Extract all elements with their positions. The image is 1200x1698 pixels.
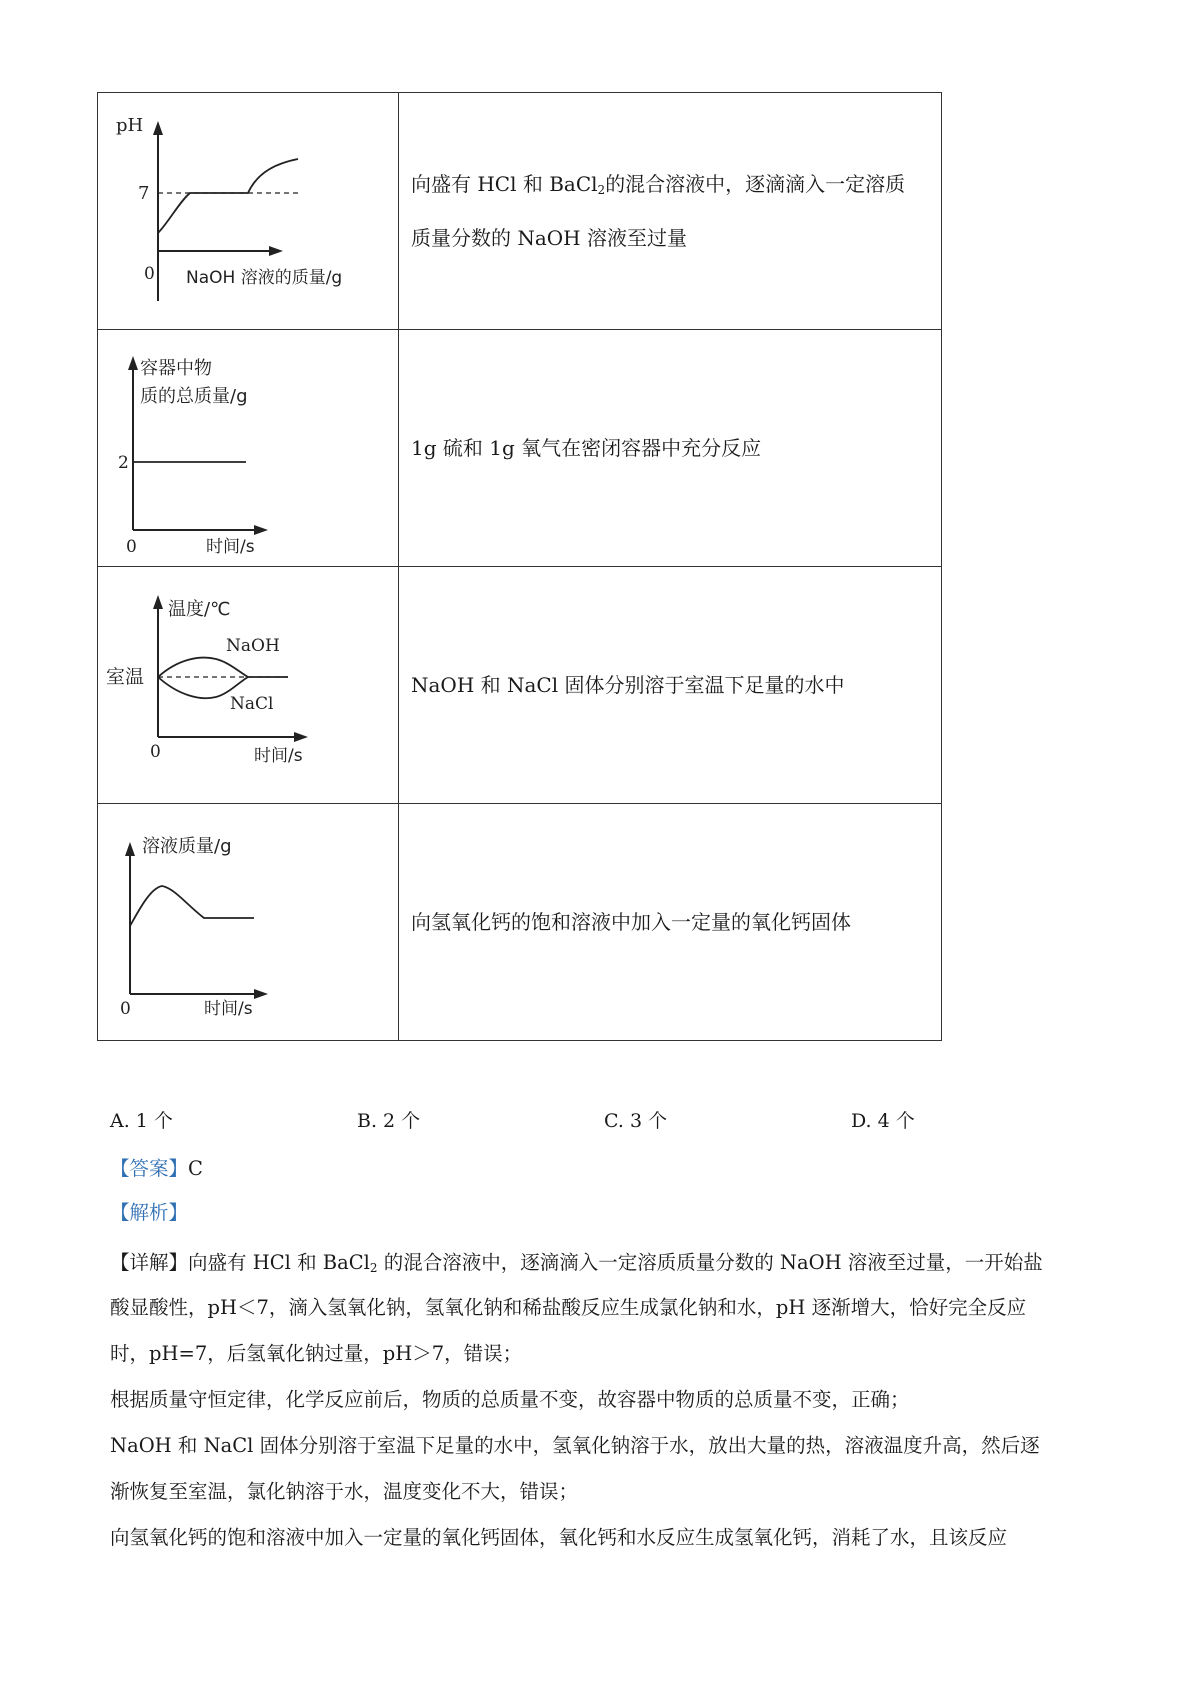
y-axis-label: 温度/℃ bbox=[168, 599, 231, 620]
temperature-graph bbox=[98, 567, 398, 803]
y-axis-label-1: 容器中物 bbox=[140, 358, 212, 379]
answer-tag: 【答案】 bbox=[110, 1157, 189, 1180]
description-cell: 1g 硫和 1g 氧气在密闭容器中充分反应 bbox=[399, 330, 942, 567]
y-axis-label-2: 质的总质量/g bbox=[140, 386, 248, 407]
series-label-naoh: NaOH bbox=[226, 636, 280, 656]
option-a: A. 1 个 bbox=[110, 1110, 173, 1132]
option-c: C. 3 个 bbox=[604, 1110, 668, 1132]
origin-label: 0 bbox=[126, 537, 137, 557]
y-axis-label: pH bbox=[116, 115, 144, 136]
question-table bbox=[97, 92, 942, 1041]
answer-line bbox=[110, 1153, 203, 1181]
origin-label: 0 bbox=[120, 999, 131, 1019]
analysis-tag: 【解析】 bbox=[110, 1201, 189, 1224]
graph-cell bbox=[98, 93, 399, 330]
answer-value: C bbox=[188, 1157, 203, 1180]
y-tick-label: 室温 bbox=[106, 666, 145, 688]
detail-line-5: NaOH 和 NaCl 固体分别溶于室温下足量的水中，氢氧化钠溶于水，放出大量的热，溶液温度升高，然后逐 bbox=[110, 1434, 1040, 1457]
detail-line-4: 根据质量守恒定律，化学反应前后，物质的总质量不变，故容器中物质的总质量不变，正确； bbox=[110, 1388, 910, 1411]
graph-cell bbox=[98, 330, 399, 567]
x-axis-label: 时间/s bbox=[204, 999, 253, 1019]
x-axis-label: NaOH 溶液的质量/g bbox=[186, 268, 343, 288]
description-line-2: 质量分数的 NaOH 溶液至过量 bbox=[411, 226, 687, 250]
table-row bbox=[98, 93, 942, 330]
solution-mass-graph bbox=[98, 804, 398, 1040]
option-b: B. 2 个 bbox=[357, 1110, 421, 1132]
series-label-nacl: NaCl bbox=[230, 694, 274, 714]
x-axis-label: 时间/s bbox=[206, 537, 255, 557]
detail-line-3: 时，pH=7，后氢氧化钠过量，pH＞7，错误； bbox=[110, 1342, 523, 1365]
origin-label: 0 bbox=[144, 264, 155, 284]
x-axis-label: 时间/s bbox=[254, 746, 303, 766]
detail-line-2: 酸显酸性，pH＜7，滴入氢氧化钠，氢氧化钠和稀盐酸反应生成氯化钠和水，pH 逐渐增大，恰好完全反应 bbox=[110, 1296, 1027, 1319]
table-row bbox=[98, 804, 942, 1041]
table-row bbox=[98, 330, 942, 567]
detail-line-6: 渐恢复至室温，氯化钠溶于水，温度变化不大，错误； bbox=[110, 1480, 579, 1503]
y-tick-label: 2 bbox=[118, 453, 129, 473]
option-d: D. 4 个 bbox=[851, 1110, 915, 1132]
description-cell: NaOH 和 NaCl 固体分别溶于室温下足量的水中 bbox=[399, 567, 942, 804]
detail-line-1: 【详解】向盛有 HCl 和 BaCl$_2$ 的混合溶液中，逐滴滴入一定溶质质量分数的 NaOH 溶液至过量，一开始盐 bbox=[110, 1251, 1043, 1275]
description-cell bbox=[399, 93, 942, 330]
table-row bbox=[98, 567, 942, 804]
ph-graph bbox=[98, 93, 398, 329]
origin-label: 0 bbox=[150, 742, 161, 762]
answer-options bbox=[0, 1106, 1200, 1136]
detail-tag: 【详解】 bbox=[110, 1251, 189, 1274]
y-axis-label: 溶液质量/g bbox=[142, 836, 232, 857]
mass-graph bbox=[98, 330, 398, 566]
y-tick-label: 7 bbox=[138, 183, 150, 204]
description-line-1: 向盛有 HCl 和 BaCl$_2$的混合溶液中，逐滴滴入一定溶质 bbox=[411, 172, 906, 197]
detail-line-7: 向氢氧化钙的饱和溶液中加入一定量的氧化钙固体，氧化钙和水反应生成氢氧化钙，消耗了水，且该反应 bbox=[110, 1526, 1008, 1549]
description-cell: 向氢氧化钙的饱和溶液中加入一定量的氧化钙固体 bbox=[399, 804, 942, 1041]
graph-cell bbox=[98, 804, 399, 1041]
graph-cell bbox=[98, 567, 399, 804]
